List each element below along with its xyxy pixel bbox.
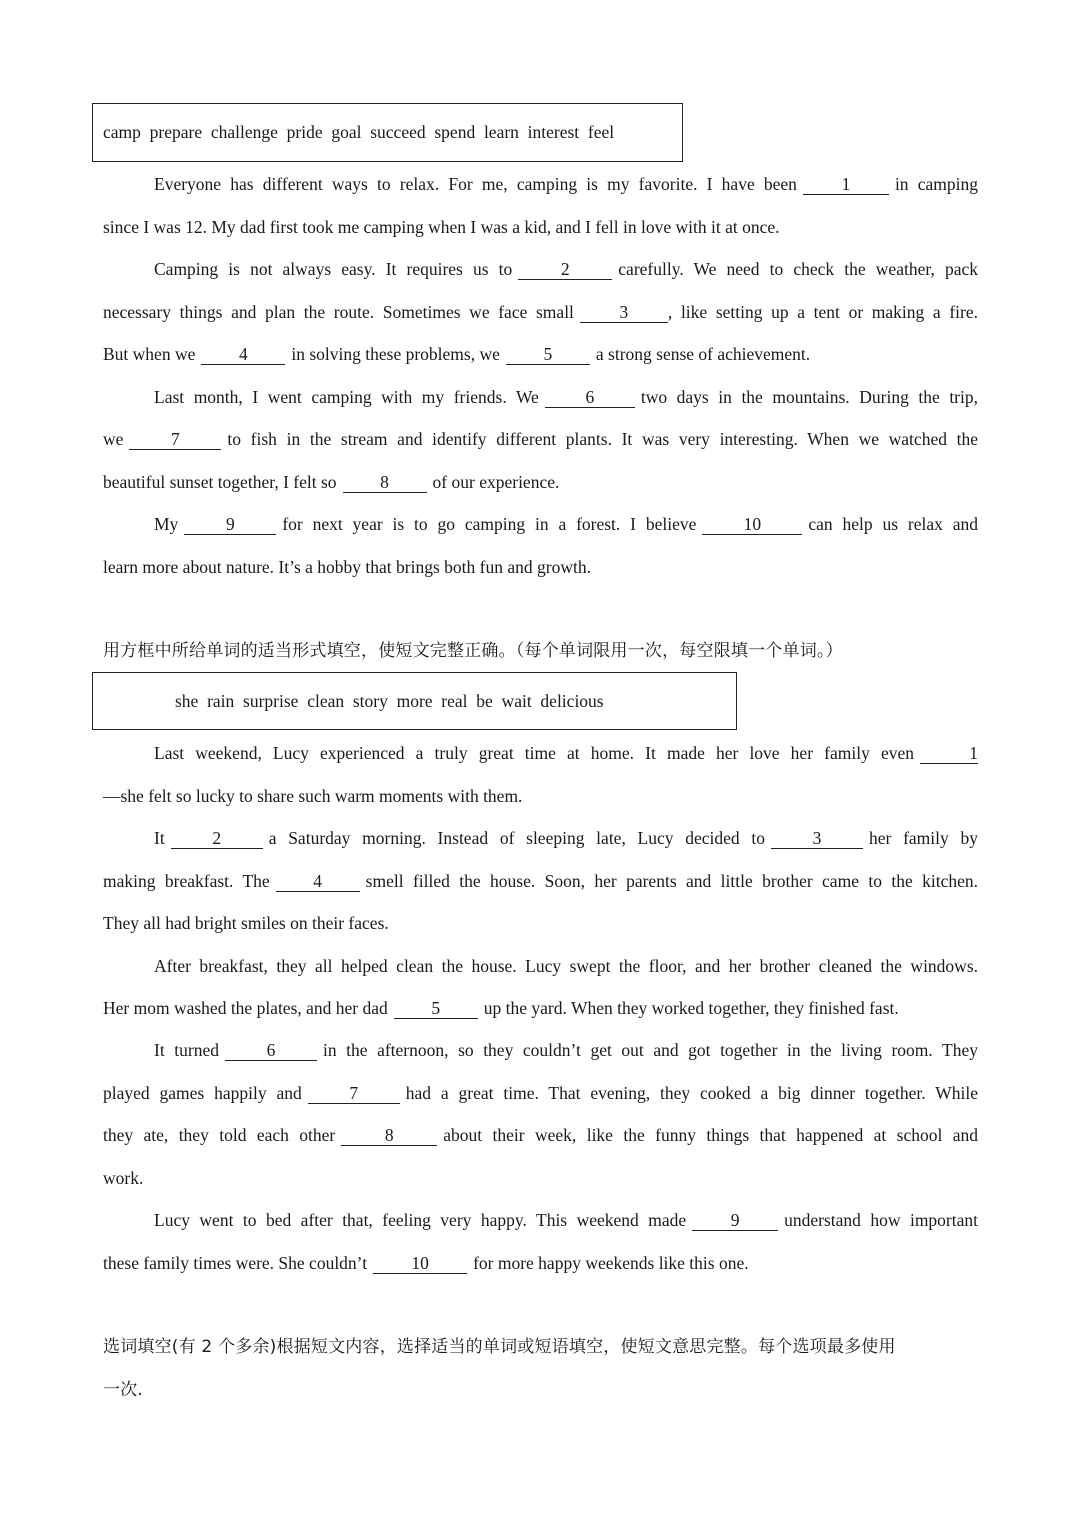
s1-p4-line2: learn more about nature. It’s a hobby that brings both fun and growth. (103, 557, 591, 577)
s2-p5-line1: Lucy went to bed after that, feeling very happy. This weekend made 9 understand how important (154, 1210, 979, 1230)
blank-9[interactable]: 9 (184, 515, 276, 535)
s1-p2-line3: But when we 4 in solving these problems, we 5 a strong sense of achievement. (103, 344, 811, 364)
blank-7[interactable]: 7 (129, 430, 221, 450)
s3-instruction-line2: 一次. (103, 1380, 144, 1400)
s1-p2-line1: Camping is not always easy. It requires us to 2 carefully. We need to check the weather, pack (154, 259, 978, 279)
s1-p1-line2: since I was 12. My dad first took me camping when I was a kid, and I fell in love with it at once. (103, 217, 780, 237)
blank-6[interactable]: 6 (545, 388, 635, 408)
s2-p5-line2: these family times were. She couldn’t 10 for more happy weekends like this one. (103, 1253, 749, 1273)
blank-s2-7[interactable]: 7 (308, 1084, 400, 1104)
blank-s2-8[interactable]: 8 (341, 1126, 437, 1146)
blank-s2-10[interactable]: 10 (373, 1254, 467, 1274)
blank-s2-6[interactable]: 6 (225, 1041, 317, 1061)
s2-p2-line3: They all had bright smiles on their faces. (103, 913, 389, 933)
s2-p1-line2: —she felt so lucky to share such warm moments with them. (103, 786, 523, 806)
blank-2[interactable]: 2 (518, 260, 612, 280)
word-box-2-text: she rain surprise clean story more real be wait delicious (175, 690, 604, 711)
blank-s2-5[interactable]: 5 (394, 999, 478, 1019)
s1-p3-line2: we 7 to fish in the stream and identify different plants. It was very interesting. When we watched the (103, 429, 978, 449)
s2-p4-line1: It turned 6 in the afternoon, so they couldn’t get out and got together in the living room. They (154, 1040, 978, 1060)
blank-s2-2[interactable]: 2 (171, 829, 263, 849)
s2-p3-line1: After breakfast, they all helped clean the house. Lucy swept the floor, and her brother cleaned the windows. (154, 956, 978, 976)
word-box-2 (92, 672, 737, 730)
blank-s2-4[interactable]: 4 (276, 872, 360, 892)
blank-s2-1[interactable]: 1 (920, 744, 978, 764)
s1-p4-line1: My 9 for next year is to go camping in a forest. I believe 10 can help us relax and (154, 514, 978, 534)
s1-p2-line2: necessary things and plan the route. Sometimes we face small 3 , like setting up a tent or making a fire. (103, 302, 978, 322)
blank-10[interactable]: 10 (702, 515, 802, 535)
s3-instruction-line1: 选词填空(有 2 个多余)根据短文内容，选择适当的单词或短语填空，使短文意思完整。每个选项最多使用 (103, 1337, 896, 1357)
word-box-1 (92, 103, 683, 162)
s2-instruction: 用方框中所给单词的适当形式填空，使短文完整正确。（每个单词限用一次，每空限填一个单词。） (103, 641, 843, 661)
s2-p2-line2: making breakfast. The 4 smell filled the house. Soon, her parents and little brother came to the kitchen. (103, 871, 978, 891)
word-box-1-text: camp prepare challenge pride goal succeed spend learn interest feel (103, 122, 615, 142)
s2-p4-line3: they ate, they told each other 8 about their week, like the funny things that happened at school and (103, 1125, 979, 1145)
blank-4[interactable]: 4 (201, 345, 285, 365)
blank-5[interactable]: 5 (506, 345, 590, 365)
s2-p3-line2: Her mom washed the plates, and her dad 5 up the yard. When they worked together, they finished fast. (103, 998, 899, 1018)
s2-p2-line1: It 2 a Saturday morning. Instead of sleeping late, Lucy decided to 3 her family by (154, 828, 978, 848)
s1-p1-line1: Everyone has different ways to relax. For me, camping is my favorite. I have been 1 in camping (154, 174, 978, 194)
blank-8[interactable]: 8 (343, 473, 427, 493)
s1-p3-line3: beautiful sunset together, I felt so 8 of our experience. (103, 472, 560, 492)
s1-p3-line1: Last month, I went camping with my friends. We 6 two days in the mountains. During the trip, (154, 387, 978, 407)
blank-1[interactable]: 1 (803, 175, 889, 195)
s2-p4-line4: work. (103, 1168, 144, 1188)
s2-p4-line2: played games happily and 7 had a great time. That evening, they cooked a big dinner together. While (103, 1083, 978, 1103)
blank-3[interactable]: 3 (580, 303, 668, 323)
blank-s2-9[interactable]: 9 (692, 1211, 778, 1231)
s2-p1-line1: Last weekend, Lucy experienced a truly great time at home. It made her love her family even 1 (154, 743, 978, 763)
blank-s2-3[interactable]: 3 (771, 829, 863, 849)
